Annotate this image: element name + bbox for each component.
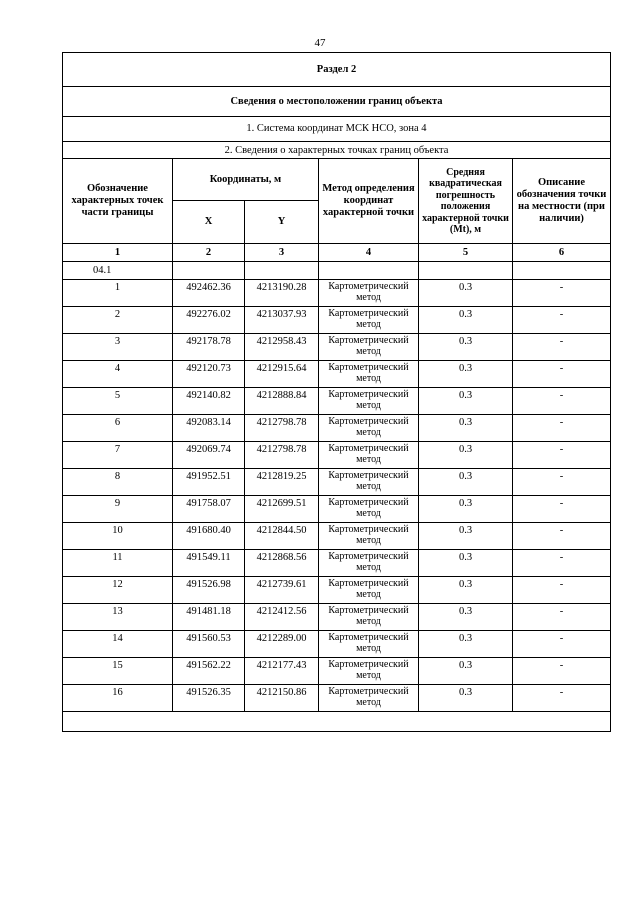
table-row [63,631,611,658]
y-coordinate-cell: 4212150.86 [245,685,319,712]
method-cell: Картометрический метод [319,334,419,361]
table-row [63,550,611,577]
x-coordinate-cell: 491560.53 [173,631,245,658]
error-cell: 0.3 [419,496,513,523]
subtitle-row [63,142,611,159]
empty-cell [513,262,611,280]
point-cell: 14 [63,631,173,658]
table-row [63,658,611,685]
header-method: Метод определения координат характерной точки [319,159,419,244]
table-title: Сведения о местоположении границ объекта [63,87,611,117]
column-number: 3 [245,244,319,262]
error-cell: 0.3 [419,685,513,712]
description-cell: - [513,496,611,523]
table-row [63,442,611,469]
table-row [63,523,611,550]
table-row [63,577,611,604]
method-cell: Картометрический метод [319,685,419,712]
error-cell: 0.3 [419,307,513,334]
error-cell: 0.3 [419,280,513,307]
error-cell: 0.3 [419,469,513,496]
header-error: Средняя квадратическая погрешность положения характерной точки (Mt), м [419,159,513,244]
x-coordinate-cell: 491526.35 [173,685,245,712]
point-cell: 15 [63,658,173,685]
x-coordinate-cell: 491526.98 [173,577,245,604]
method-cell: Картометрический метод [319,550,419,577]
y-coordinate-cell: 4212915.64 [245,361,319,388]
error-cell: 0.3 [419,550,513,577]
header-row-1 [63,159,611,201]
coord-system: 1. Система координат МСК НСО, зона 4 [63,117,611,142]
error-cell: 0.3 [419,442,513,469]
table-row [63,280,611,307]
method-cell: Картометрический метод [319,415,419,442]
column-number: 4 [319,244,419,262]
header-y: Y [245,201,319,244]
table-row [63,361,611,388]
x-coordinate-cell: 491758.07 [173,496,245,523]
x-coordinate-cell: 491952.51 [173,469,245,496]
x-coordinate-cell: 492276.02 [173,307,245,334]
error-cell: 0.3 [419,658,513,685]
x-coordinate-cell: 492462.36 [173,280,245,307]
method-cell: Картометрический метод [319,604,419,631]
description-cell: - [513,631,611,658]
point-cell: 2 [63,307,173,334]
method-cell: Картометрический метод [319,469,419,496]
x-coordinate-cell: 491680.40 [173,523,245,550]
y-coordinate-cell: 4212868.56 [245,550,319,577]
method-cell: Картометрический метод [319,577,419,604]
part-row [63,262,611,280]
header-description: Описание обозначения точки на местности (при наличии) [513,159,611,244]
part-label: 04.1 [63,262,173,280]
y-coordinate-cell: 4212888.84 [245,388,319,415]
y-coordinate-cell: 4212412.56 [245,604,319,631]
column-number: 2 [173,244,245,262]
error-cell: 0.3 [419,415,513,442]
empty-cell [419,262,513,280]
point-cell: 11 [63,550,173,577]
x-coordinate-cell: 491562.22 [173,658,245,685]
table-row [63,685,611,712]
y-coordinate-cell: 4212699.51 [245,496,319,523]
y-coordinate-cell: 4212739.61 [245,577,319,604]
empty-cell [319,262,419,280]
description-cell: - [513,280,611,307]
header-x: X [173,201,245,244]
table-row [63,496,611,523]
error-cell: 0.3 [419,604,513,631]
point-cell: 16 [63,685,173,712]
point-cell: 8 [63,469,173,496]
method-cell: Картометрический метод [319,658,419,685]
empty-cell [63,712,611,732]
column-number: 6 [513,244,611,262]
description-cell: - [513,604,611,631]
table-row [63,334,611,361]
x-coordinate-cell: 492178.78 [173,334,245,361]
description-cell: - [513,577,611,604]
header-designation: Обозначение характерных точек части границы [63,159,173,244]
title-row [63,87,611,117]
description-cell: - [513,550,611,577]
section-row [63,53,611,87]
description-cell: - [513,658,611,685]
description-cell: - [513,415,611,442]
method-cell: Картометрический метод [319,361,419,388]
boundary-points-table [62,52,611,732]
point-cell: 4 [63,361,173,388]
y-coordinate-cell: 4212798.78 [245,415,319,442]
point-cell: 13 [63,604,173,631]
column-number: 5 [419,244,513,262]
table-row [63,604,611,631]
description-cell: - [513,307,611,334]
y-coordinate-cell: 4213190.28 [245,280,319,307]
x-coordinate-cell: 491481.18 [173,604,245,631]
point-cell: 9 [63,496,173,523]
table-row [63,415,611,442]
empty-cell [173,262,245,280]
error-cell: 0.3 [419,523,513,550]
method-cell: Картометрический метод [319,280,419,307]
x-coordinate-cell: 492140.82 [173,388,245,415]
description-cell: - [513,685,611,712]
method-cell: Картометрический метод [319,496,419,523]
method-cell: Картометрический метод [319,523,419,550]
empty-row [63,712,611,732]
empty-cell [245,262,319,280]
table-row [63,388,611,415]
point-cell: 7 [63,442,173,469]
description-cell: - [513,442,611,469]
header-coords: Координаты, м [173,159,319,201]
y-coordinate-cell: 4213037.93 [245,307,319,334]
x-coordinate-cell: 492083.14 [173,415,245,442]
y-coordinate-cell: 4212177.43 [245,658,319,685]
point-cell: 3 [63,334,173,361]
table-row [63,469,611,496]
error-cell: 0.3 [419,361,513,388]
point-cell: 10 [63,523,173,550]
method-cell: Картометрический метод [319,307,419,334]
description-cell: - [513,361,611,388]
y-coordinate-cell: 4212798.78 [245,442,319,469]
table-subtitle: 2. Сведения о характерных точках границ объекта [63,142,611,159]
description-cell: - [513,334,611,361]
coord-system-row [63,117,611,142]
table-row [63,307,611,334]
point-cell: 12 [63,577,173,604]
point-cell: 1 [63,280,173,307]
description-cell: - [513,469,611,496]
page-number: 47 [314,37,326,49]
error-cell: 0.3 [419,334,513,361]
y-coordinate-cell: 4212819.25 [245,469,319,496]
error-cell: 0.3 [419,388,513,415]
method-cell: Картометрический метод [319,631,419,658]
error-cell: 0.3 [419,631,513,658]
column-number: 1 [63,244,173,262]
x-coordinate-cell: 492069.74 [173,442,245,469]
y-coordinate-cell: 4212958.43 [245,334,319,361]
description-cell: - [513,523,611,550]
point-cell: 6 [63,415,173,442]
section-heading: Раздел 2 [63,53,611,87]
column-numbers-row [63,244,611,262]
method-cell: Картометрический метод [319,388,419,415]
description-cell: - [513,388,611,415]
method-cell: Картометрический метод [319,442,419,469]
x-coordinate-cell: 491549.11 [173,550,245,577]
error-cell: 0.3 [419,577,513,604]
y-coordinate-cell: 4212289.00 [245,631,319,658]
point-cell: 5 [63,388,173,415]
y-coordinate-cell: 4212844.50 [245,523,319,550]
x-coordinate-cell: 492120.73 [173,361,245,388]
